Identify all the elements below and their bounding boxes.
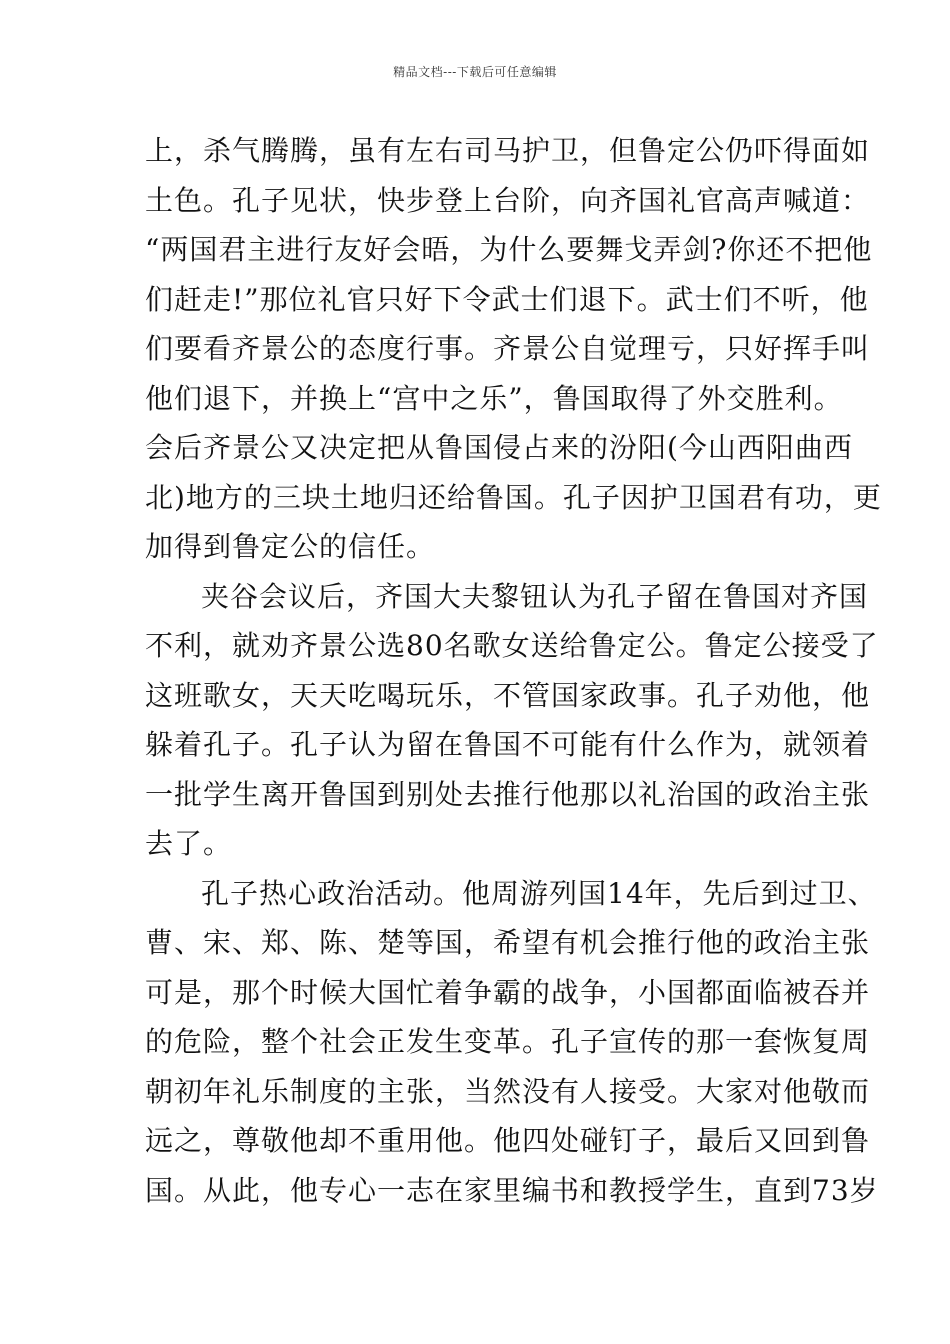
text-line: 会后齐景公又决定把从鲁国侵占来的汾阳(今山西阳曲西 bbox=[145, 431, 853, 464]
text-line: 这班歌女，天天吃喝玩乐，不管国家政事。孔子劝他，他 bbox=[145, 678, 871, 712]
paragraph-first-line: 夹谷会议后，齐国大夫黎钮认为孔子留在鲁国对齐国 bbox=[201, 579, 869, 613]
text-line: 去了。 bbox=[145, 827, 233, 860]
text-line: “两国君主进行友好会晤，为什么要舞戈弄剑?你还不把他 bbox=[145, 233, 873, 266]
text-line: 躲着孔子。孔子认为留在鲁国不可能有什么作为，就领着 bbox=[145, 728, 871, 761]
text-line: 可是，那个时候大国忙着争霸的战争，小国都面临被吞并 bbox=[145, 975, 871, 1009]
text-line: 一批学生离开鲁国到别处去推行他那以礼治国的政治主张 bbox=[145, 777, 871, 811]
text-line: 北)地方的三块土地归还给鲁国。孔子因护卫国君有功，更 bbox=[145, 480, 882, 514]
text-line: 的危险，整个社会正发生变革。孔子宣传的那一套恢复周 bbox=[145, 1025, 871, 1058]
text-line: 们赶走!”那位礼官只好下令武士们退下。武士们不听，他 bbox=[145, 282, 869, 316]
paragraph-first-line: 孔子热心政治活动。他周游列国14年，先后到过卫、 bbox=[201, 876, 877, 910]
text-line: 远之，尊敬他却不重用他。他四处碰钉子，最后又回到鲁 bbox=[145, 1124, 871, 1157]
page-header: 精品文档---下载后可任意编辑 bbox=[393, 65, 557, 79]
text-line: 不利，就劝齐景公选80名歌女送给鲁定公。鲁定公接受了 bbox=[145, 629, 879, 662]
text-line: 上，杀气腾腾，虽有左右司马护卫，但鲁定公仍吓得面如 bbox=[145, 134, 871, 167]
text-line: 们要看齐景公的态度行事。齐景公自觉理亏，只好挥手叫 bbox=[145, 332, 871, 365]
text-line: 曹、宋、郑、陈、楚等国，希望有机会推行他的政治主张 bbox=[145, 926, 871, 959]
text-line: 朝初年礼乐制度的主张，当然没有人接受。大家对他敬而 bbox=[145, 1074, 871, 1108]
text-line: 加得到鲁定公的信任。 bbox=[145, 530, 436, 563]
text-line: 国。从此，他专心一志在家里编书和教授学生，直到73岁 bbox=[145, 1173, 879, 1207]
text-line: 土色。孔子见状，快步登上台阶，向齐国礼官高声喊道： bbox=[145, 183, 871, 217]
text-line: 他们退下，并换上“宫中之乐”，鲁国取得了外交胜利。 bbox=[145, 381, 843, 415]
document-body bbox=[145, 126, 882, 1215]
